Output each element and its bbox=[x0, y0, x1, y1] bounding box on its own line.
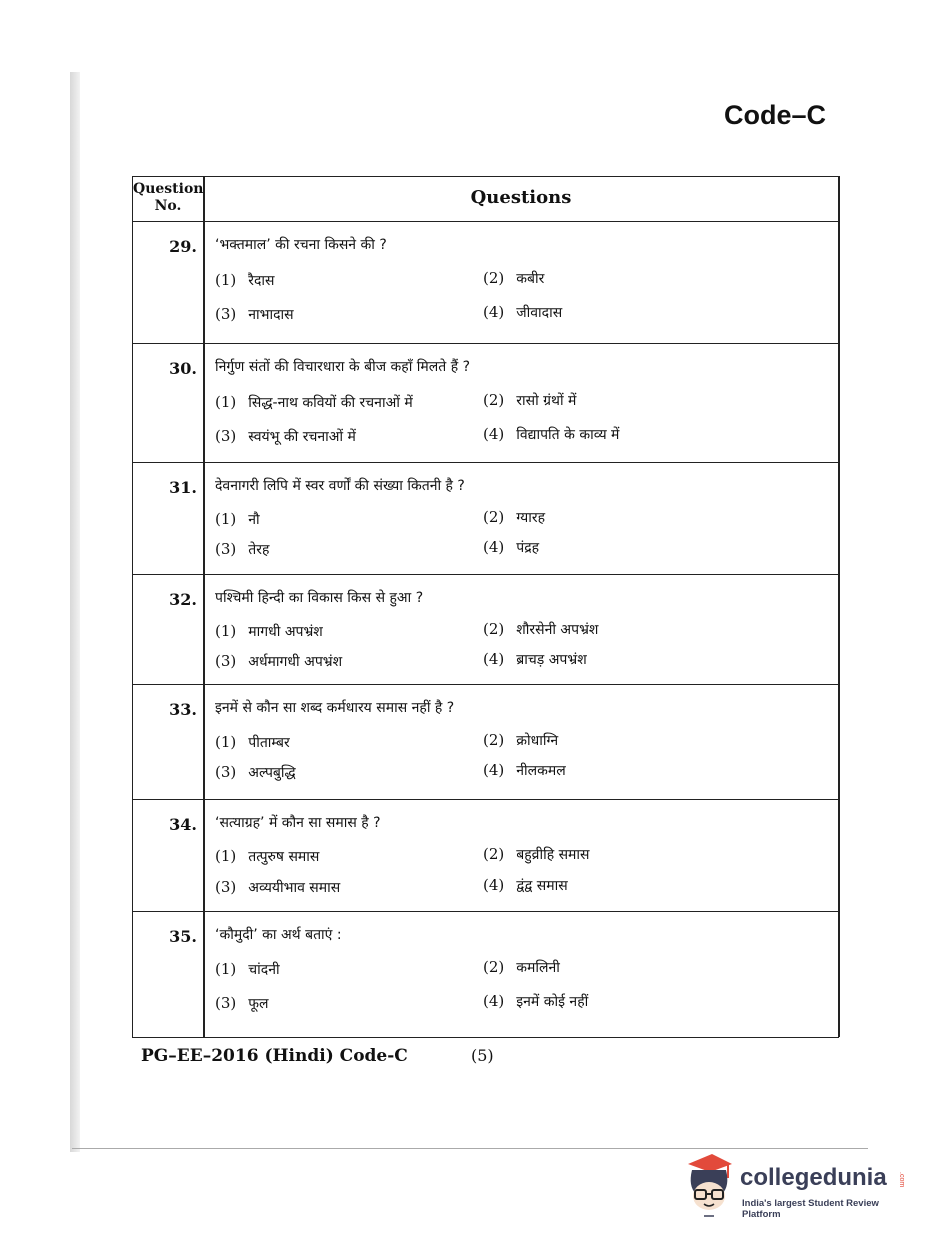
option: (2) ग्यारह bbox=[483, 508, 546, 526]
option: (3) अव्ययीभाव समास bbox=[215, 878, 341, 896]
option: (2) क्रोधाग्नि bbox=[483, 731, 559, 749]
question-number: 33. bbox=[169, 700, 197, 719]
option: (1) सिद्ध-नाथ कवियों की रचनाओं में bbox=[215, 393, 413, 411]
question-row bbox=[133, 464, 839, 575]
header-question-no: Question No. bbox=[133, 181, 204, 214]
option: (4) ब्राचड़ अपभ्रंश bbox=[483, 650, 587, 668]
option: (1) नौ bbox=[215, 510, 260, 528]
option: (1) चांदनी bbox=[215, 960, 280, 978]
page-number: (5) bbox=[471, 1046, 494, 1065]
logo-dotcom: .com bbox=[898, 1172, 905, 1188]
question-table bbox=[132, 176, 839, 1038]
option: (4) द्वंद्व समास bbox=[483, 876, 568, 894]
question-text: देवनागरी लिपि में स्वर वर्णों की संख्या कितनी है ? bbox=[215, 478, 465, 494]
collegedunia-logo[interactable] bbox=[682, 1150, 912, 1220]
question-row bbox=[133, 913, 839, 1037]
question-row bbox=[133, 223, 839, 344]
option: (3) स्वयंभू की रचनाओं में bbox=[215, 427, 356, 445]
question-text: ‘कौमुदी’ का अर्थ बताएं : bbox=[215, 927, 342, 943]
question-text: इनमें से कौन सा शब्द कर्मधारय समास नहीं है ? bbox=[215, 700, 455, 716]
header-questions: Questions bbox=[470, 187, 572, 208]
question-row bbox=[133, 686, 839, 800]
question-row bbox=[133, 345, 839, 463]
paper-code: Code–C bbox=[724, 100, 827, 130]
question-number: 30. bbox=[169, 359, 197, 378]
option: (4) विद्यापति के काव्य में bbox=[483, 425, 620, 443]
option: (4) पंद्रह bbox=[483, 538, 540, 556]
option: (1) तत्पुरुष समास bbox=[215, 847, 320, 865]
option: (3) अल्पबुद्धि bbox=[215, 763, 296, 781]
question-number: 29. bbox=[169, 237, 197, 256]
question-row bbox=[133, 801, 839, 912]
option: (3) फूल bbox=[215, 994, 269, 1012]
option: (3) तेरह bbox=[215, 540, 270, 558]
graduate-mascot-icon bbox=[682, 1150, 738, 1218]
option: (4) जीवादास bbox=[483, 303, 563, 321]
option: (2) कमलिनी bbox=[483, 958, 560, 976]
option: (2) रासो ग्रंथों में bbox=[483, 391, 577, 409]
option: (1) पीताम्बर bbox=[215, 733, 290, 751]
question-number: 32. bbox=[169, 590, 197, 609]
option: (2) बहुव्रीहि समास bbox=[483, 845, 590, 863]
scan-edge-strip bbox=[70, 72, 80, 1152]
question-text: निर्गुण संतों की विचारधारा के बीज कहाँ मिलते हैं ? bbox=[215, 359, 471, 375]
question-text: ‘सत्याग्रह’ में कौन सा समास है ? bbox=[215, 815, 381, 831]
question-number: 35. bbox=[169, 927, 197, 946]
option: (4) इनमें कोई नहीं bbox=[483, 992, 589, 1010]
option: (3) अर्धमागधी अपभ्रंश bbox=[215, 652, 343, 670]
footer-exam-code: PG–EE–2016 (Hindi) Code-C bbox=[141, 1046, 408, 1066]
question-text: ‘भक्तमाल’ की रचना किसने की ? bbox=[215, 237, 387, 253]
option: (2) कबीर bbox=[483, 269, 545, 287]
question-number: 31. bbox=[169, 478, 197, 497]
table-right-border bbox=[838, 176, 840, 1037]
question-text: पश्चिमी हिन्दी का विकास किस से हुआ ? bbox=[215, 590, 424, 606]
option: (1) मागधी अपभ्रंश bbox=[215, 622, 323, 640]
option: (3) नाभादास bbox=[215, 305, 294, 323]
option: (1) रैदास bbox=[215, 271, 275, 289]
question-number: 34. bbox=[169, 815, 197, 834]
option: (4) नीलकमल bbox=[483, 761, 566, 779]
question-row bbox=[133, 576, 839, 685]
page-bottom-rule bbox=[72, 1148, 868, 1149]
logo-tagline: India's largest Student Review Platform bbox=[742, 1198, 879, 1220]
table-header bbox=[133, 177, 839, 222]
option: (2) शौरसेनी अपभ्रंश bbox=[483, 620, 599, 638]
logo-wordmark: collegedunia bbox=[740, 1164, 887, 1191]
